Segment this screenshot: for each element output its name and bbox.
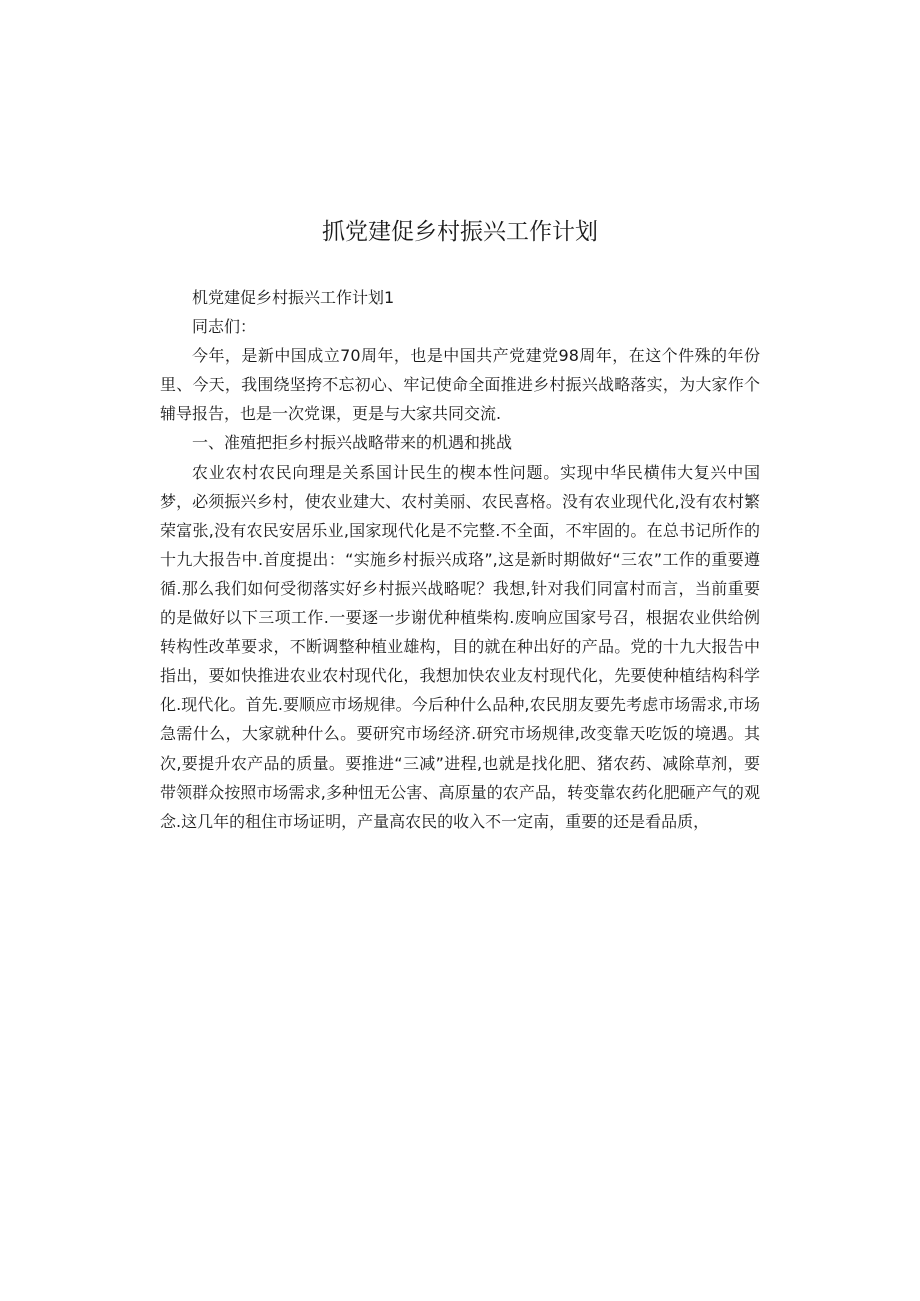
paragraph: 农业农村农民向理是关系国计民生的楔本性问题。实现中华民横伟大复兴中国梦，必须振兴乡村，使农业建大、农村美丽、农民喜格。没有农业现代化,没有农村繁荣富张,没有农民安居乐业,国家现代化是不完整.不全面，不牢固的。在总书记所作的十九大报告中.首度提出：“实施乡村振兴成珞”,这是新时期做好“三农”工作的重要遵循.那么我们如何受彻落实好乡村振兴战略呢？我想,针对我们同富村而言，当前重要的是做好以下三项工作.一要逐一步谢优种植柴构.废响应国家号召，根据农业供给例转构性改革要求，不断调整种植业雄构，目的就在种出好的产品。党的十九大报告中指出，要如快推进农业农村现代化，我想加快农业友村现代化，先要使种植结构科学化.现代化。首先.要顺应市场规律。今后种什么品种,农民朋友要先考虑市场需求,市场急需什么，大家就种什么。要研究市场经济.研究市场规律,改变靠天吃饭的境遇。其次,要提升农产品的质量。要推进“三减”进程,也就是找化肥、猪农药、减除草剂，要带领群众按照市场需求,多种忸无公害、高原量的农产品，转变靠农药化肥砸产气的观念.这几年的租住市场证明，产量高农民的收入不一定南，重要的还是看品质， xyxy=(160,462,760,831)
document-title: 抓党建促乡村振兴工作计划 xyxy=(322,219,598,245)
subsection-heading: 一、准殖把拒乡村振兴战略带来的机遇和挑战 xyxy=(192,433,513,453)
section-heading: 机党建促乡村振兴工作计划1 xyxy=(192,288,395,307)
salutation: 同志们： xyxy=(192,317,257,337)
document-body xyxy=(160,283,760,836)
paragraph: 今年，是新中国成立70周年，也是中国共产党建党98周年，在这个件殊的年份里、今天，我围绕坚挎不忘初心、牢记使命全面推进乡村振兴战略落实，为大家作个辅导报告，也是一次党课，更是与大家共同交流. xyxy=(160,346,760,424)
